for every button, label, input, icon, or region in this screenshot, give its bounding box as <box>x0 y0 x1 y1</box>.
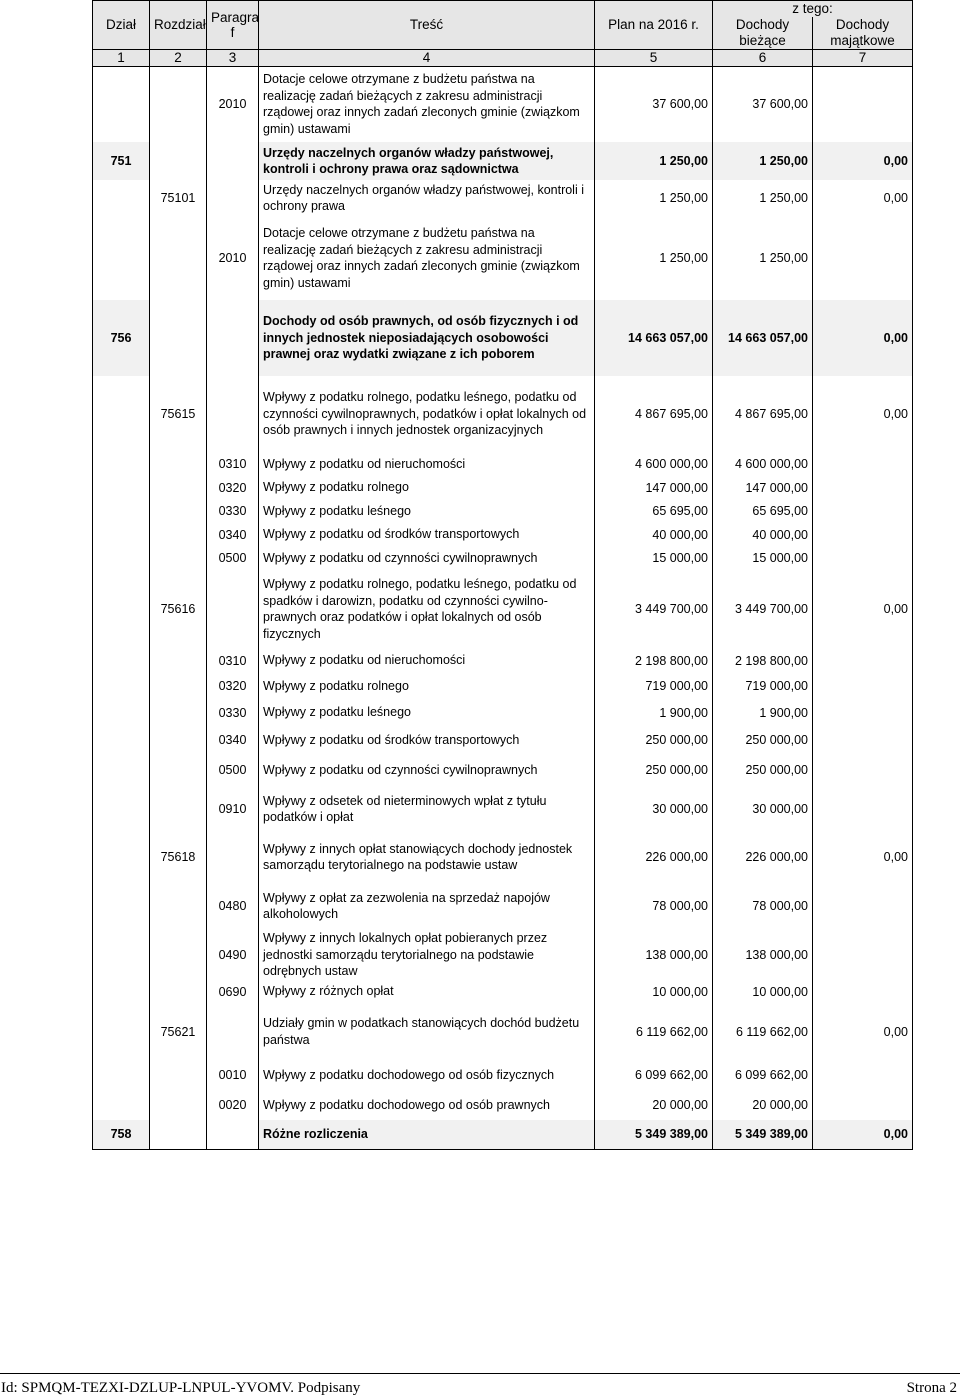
plan-value: 719 000,00 <box>595 673 713 699</box>
plan-value: 20 000,00 <box>595 1091 713 1120</box>
dzial-code: 758 <box>93 1120 150 1150</box>
plan-value: 40 000,00 <box>595 523 713 546</box>
majatkowe-value <box>813 452 913 476</box>
paragraf-code <box>207 300 259 376</box>
row-description: Wpływy z różnych opłat <box>259 980 595 1004</box>
paragraf-row <box>93 882 913 930</box>
rozdzial-code <box>150 754 207 786</box>
dzial-code <box>93 648 150 673</box>
rozdzial-code <box>150 523 207 546</box>
majatkowe-value <box>813 980 913 1004</box>
paragraf-row <box>93 673 913 699</box>
biezace-value: 40 000,00 <box>713 523 813 546</box>
biezace-value: 37 600,00 <box>713 66 813 142</box>
col-rozdzial: Rozdział <box>150 1 207 50</box>
row-description: Wpływy z innych lokalnych opłat pobieranych przez jednostki samorządu terytorialnego na podstawie odrębnych ustaw <box>259 930 595 980</box>
biezace-value: 250 000,00 <box>713 754 813 786</box>
rozdzial-code <box>150 499 207 523</box>
col-z-tego: z tego: <box>713 1 913 17</box>
page-number: Strona 2 <box>906 1380 957 1396</box>
plan-value: 1 900,00 <box>595 699 713 726</box>
paragraf-code <box>207 142 259 180</box>
dzial-code <box>93 499 150 523</box>
col-number: 4 <box>259 49 595 66</box>
majatkowe-value <box>813 930 913 980</box>
dzial-row <box>93 300 913 376</box>
col-biezace: Dochody bieżące <box>713 17 813 50</box>
plan-value: 1 250,00 <box>595 180 713 216</box>
plan-value: 15 000,00 <box>595 546 713 570</box>
dzial-code <box>93 673 150 699</box>
majatkowe-value <box>813 499 913 523</box>
paragraf-code: 0910 <box>207 786 259 832</box>
rozdzial-code: 75616 <box>150 570 207 648</box>
rozdzial-code: 75615 <box>150 376 207 452</box>
biezace-value: 30 000,00 <box>713 786 813 832</box>
row-description: Urzędy naczelnych organów władzy państwowej, kontroli i ochrony prawa oraz sądownictwa <box>259 142 595 180</box>
rozdzial-code <box>150 699 207 726</box>
row-description: Wpływy z innych opłat stanowiących dochody jednostek samorządu terytorialnego na podstawie ustaw <box>259 832 595 882</box>
rozdzial-code <box>150 673 207 699</box>
plan-value: 4 600 000,00 <box>595 452 713 476</box>
dzial-code <box>93 699 150 726</box>
dzial-code <box>93 786 150 832</box>
plan-value: 226 000,00 <box>595 832 713 882</box>
row-description: Wpływy z podatku od środków transportowych <box>259 726 595 754</box>
row-description: Wpływy z podatku dochodowego od osób fizycznych <box>259 1060 595 1091</box>
biezace-value: 1 250,00 <box>713 142 813 180</box>
biezace-value: 1 250,00 <box>713 216 813 300</box>
col-number: 6 <box>713 49 813 66</box>
biezace-value: 6 119 662,00 <box>713 1004 813 1060</box>
paragraf-code: 2010 <box>207 216 259 300</box>
plan-value: 250 000,00 <box>595 754 713 786</box>
rozdzial-row <box>93 1004 913 1060</box>
majatkowe-value: 0,00 <box>813 376 913 452</box>
row-description: Wpływy z podatku leśnego <box>259 499 595 523</box>
rozdzial-code <box>150 476 207 499</box>
col-number: 3 <box>207 49 259 66</box>
rozdzial-code <box>150 1060 207 1091</box>
paragraf-row <box>93 499 913 523</box>
dzial-code <box>93 546 150 570</box>
row-description: Dotacje celowe otrzymane z budżetu państwa na realizację zadań bieżących z zakresu administracji rządowej oraz innych zadań zleconych gminie (związkom gmin) ustawami <box>259 66 595 142</box>
dzial-code <box>93 980 150 1004</box>
budget-table <box>92 0 913 1150</box>
majatkowe-value <box>813 546 913 570</box>
row-description: Wpływy z podatku od środków transportowych <box>259 523 595 546</box>
majatkowe-value <box>813 699 913 726</box>
paragraf-code: 0500 <box>207 546 259 570</box>
majatkowe-value <box>813 882 913 930</box>
col-plan: Plan na 2016 r. <box>595 1 713 50</box>
row-description: Wpływy z podatku leśnego <box>259 699 595 726</box>
majatkowe-value: 0,00 <box>813 1004 913 1060</box>
majatkowe-value <box>813 66 913 142</box>
row-description: Wpływy z podatku od nieruchomości <box>259 648 595 673</box>
row-description: Wpływy z podatku dochodowego od osób prawnych <box>259 1091 595 1120</box>
plan-value: 4 867 695,00 <box>595 376 713 452</box>
biezace-value: 250 000,00 <box>713 726 813 754</box>
rozdzial-row <box>93 832 913 882</box>
biezace-value: 3 449 700,00 <box>713 570 813 648</box>
paragraf-code: 0330 <box>207 499 259 523</box>
plan-value: 2 198 800,00 <box>595 648 713 673</box>
dzial-code <box>93 523 150 546</box>
biezace-value: 6 099 662,00 <box>713 1060 813 1091</box>
biezace-value: 5 349 389,00 <box>713 1120 813 1150</box>
paragraf-code: 0310 <box>207 648 259 673</box>
plan-value: 3 449 700,00 <box>595 570 713 648</box>
row-description: Dotacje celowe otrzymane z budżetu państwa na realizację zadań bieżących z zakresu administracji rządowej oraz innych zadań zleconych gminie (związkom gmin) ustawami <box>259 216 595 300</box>
dzial-code <box>93 930 150 980</box>
dzial-code <box>93 570 150 648</box>
paragraf-code <box>207 1120 259 1150</box>
rozdzial-code <box>150 980 207 1004</box>
majatkowe-value <box>813 216 913 300</box>
row-description: Wpływy z podatku rolnego, podatku leśnego, podatku od czynności cywilnoprawnych, podatków i opłat lokalnych od osób prawnych i innych jednostek organizacyjnych <box>259 376 595 452</box>
paragraf-row <box>93 1060 913 1091</box>
col-number: 7 <box>813 49 913 66</box>
biezace-value: 1 250,00 <box>713 180 813 216</box>
dzial-code: 756 <box>93 300 150 376</box>
biezace-value: 65 695,00 <box>713 499 813 523</box>
majatkowe-value <box>813 476 913 499</box>
biezace-value: 2 198 800,00 <box>713 648 813 673</box>
majatkowe-value <box>813 673 913 699</box>
row-description: Wpływy z podatku rolnego <box>259 476 595 499</box>
majatkowe-value <box>813 1091 913 1120</box>
budget-page <box>92 0 912 1150</box>
biezace-value: 4 867 695,00 <box>713 376 813 452</box>
paragraf-code: 0020 <box>207 1091 259 1120</box>
paragraf-code: 0480 <box>207 882 259 930</box>
majatkowe-value: 0,00 <box>813 180 913 216</box>
plan-value: 5 349 389,00 <box>595 1120 713 1150</box>
biezace-value: 4 600 000,00 <box>713 452 813 476</box>
majatkowe-value: 0,00 <box>813 300 913 376</box>
paragraf-code: 0690 <box>207 980 259 1004</box>
plan-value: 147 000,00 <box>595 476 713 499</box>
biezace-value: 78 000,00 <box>713 882 813 930</box>
dzial-code <box>93 726 150 754</box>
biezace-value: 719 000,00 <box>713 673 813 699</box>
plan-value: 37 600,00 <box>595 66 713 142</box>
biezace-value: 226 000,00 <box>713 832 813 882</box>
paragraf-row <box>93 699 913 726</box>
majatkowe-value <box>813 648 913 673</box>
dzial-code <box>93 476 150 499</box>
majatkowe-value: 0,00 <box>813 570 913 648</box>
dzial-code <box>93 180 150 216</box>
dzial-code <box>93 216 150 300</box>
dzial-code <box>93 832 150 882</box>
rozdzial-code <box>150 882 207 930</box>
col-number: 1 <box>93 49 150 66</box>
plan-value: 6 119 662,00 <box>595 1004 713 1060</box>
plan-value: 10 000,00 <box>595 980 713 1004</box>
rozdzial-row <box>93 570 913 648</box>
rozdzial-code <box>150 216 207 300</box>
dzial-row <box>93 1120 913 1150</box>
majatkowe-value <box>813 523 913 546</box>
paragraf-row <box>93 648 913 673</box>
rozdzial-row <box>93 376 913 452</box>
paragraf-row <box>93 930 913 980</box>
col-paragraf: Paragra f <box>207 1 259 50</box>
majatkowe-value <box>813 786 913 832</box>
dzial-row <box>93 142 913 180</box>
paragraf-code <box>207 832 259 882</box>
plan-value: 138 000,00 <box>595 930 713 980</box>
plan-value: 6 099 662,00 <box>595 1060 713 1091</box>
plan-value: 14 663 057,00 <box>595 300 713 376</box>
plan-value: 65 695,00 <box>595 499 713 523</box>
dzial-code <box>93 452 150 476</box>
paragraf-code: 0320 <box>207 476 259 499</box>
page-footer <box>0 1373 960 1396</box>
paragraf-row <box>93 1091 913 1120</box>
paragraf-row <box>93 546 913 570</box>
paragraf-row <box>93 523 913 546</box>
paragraf-code: 0330 <box>207 699 259 726</box>
biezace-value: 138 000,00 <box>713 930 813 980</box>
rozdzial-code <box>150 786 207 832</box>
paragraf-row <box>93 754 913 786</box>
paragraf-row <box>93 726 913 754</box>
rozdzial-code <box>150 300 207 376</box>
plan-value: 1 250,00 <box>595 216 713 300</box>
rozdzial-code <box>150 930 207 980</box>
paragraf-row <box>93 452 913 476</box>
plan-value: 78 000,00 <box>595 882 713 930</box>
majatkowe-value: 0,00 <box>813 832 913 882</box>
paragraf-row <box>93 476 913 499</box>
row-description: Dochody od osób prawnych, od osób fizycznych i od innych jednostek nieposiadających osobowości prawnej oraz wydatki związane z ich poborem <box>259 300 595 376</box>
paragraf-code: 2010 <box>207 66 259 142</box>
row-description: Wpływy z opłat za zezwolenia na sprzedaż napojów alkoholowych <box>259 882 595 930</box>
rozdzial-code <box>150 66 207 142</box>
paragraf-code <box>207 570 259 648</box>
col-tresc: Treść <box>259 1 595 50</box>
paragraf-code <box>207 1004 259 1060</box>
dzial-code <box>93 882 150 930</box>
paragraf-code: 0340 <box>207 523 259 546</box>
col-number: 2 <box>150 49 207 66</box>
plan-value: 30 000,00 <box>595 786 713 832</box>
col-majatkowe: Dochody majątkowe <box>813 17 913 50</box>
rozdzial-code: 75101 <box>150 180 207 216</box>
paragraf-code: 0310 <box>207 452 259 476</box>
plan-value: 1 250,00 <box>595 142 713 180</box>
rozdzial-code <box>150 648 207 673</box>
row-description: Wpływy z podatku rolnego <box>259 673 595 699</box>
biezace-value: 10 000,00 <box>713 980 813 1004</box>
rozdzial-code: 75618 <box>150 832 207 882</box>
column-numbers <box>93 49 913 66</box>
rozdzial-code <box>150 142 207 180</box>
dzial-code <box>93 1004 150 1060</box>
paragraf-row <box>93 216 913 300</box>
paragraf-row <box>93 980 913 1004</box>
dzial-code <box>93 754 150 786</box>
paragraf-code: 0490 <box>207 930 259 980</box>
paragraf-code: 0010 <box>207 1060 259 1091</box>
row-description: Urzędy naczelnych organów władzy państwowej, kontroli i ochrony prawa <box>259 180 595 216</box>
document-id: Id: SPMQM-TEZXI-DZLUP-LNPUL-YVOMV. Podpisany <box>1 1380 361 1396</box>
majatkowe-value: 0,00 <box>813 142 913 180</box>
biezace-value: 147 000,00 <box>713 476 813 499</box>
paragraf-row <box>93 786 913 832</box>
dzial-code <box>93 376 150 452</box>
majatkowe-value <box>813 726 913 754</box>
biezace-value: 15 000,00 <box>713 546 813 570</box>
rozdzial-code: 75621 <box>150 1004 207 1060</box>
majatkowe-value <box>813 1060 913 1091</box>
rozdzial-code <box>150 452 207 476</box>
rozdzial-code <box>150 1091 207 1120</box>
majatkowe-value: 0,00 <box>813 1120 913 1150</box>
rozdzial-code <box>150 546 207 570</box>
dzial-code <box>93 66 150 142</box>
rozdzial-code <box>150 726 207 754</box>
row-description: Wpływy z podatku rolnego, podatku leśnego, podatku od spadków i darowizn, podatku od czynności cywilno-prawnych oraz podatków i opłat lokalnych od osób fizycznych <box>259 570 595 648</box>
biezace-value: 20 000,00 <box>713 1091 813 1120</box>
row-description: Wpływy z odsetek od nieterminowych wpłat z tytułu podatków i opłat <box>259 786 595 832</box>
rozdzial-code <box>150 1120 207 1150</box>
rozdzial-row <box>93 180 913 216</box>
dzial-code <box>93 1091 150 1120</box>
row-description: Wpływy z podatku od czynności cywilnoprawnych <box>259 546 595 570</box>
paragraf-code: 0500 <box>207 754 259 786</box>
row-description: Udziały gmin w podatkach stanowiących dochód budżetu państwa <box>259 1004 595 1060</box>
paragraf-row <box>93 66 913 142</box>
row-description: Wpływy z podatku od nieruchomości <box>259 452 595 476</box>
paragraf-code: 0320 <box>207 673 259 699</box>
majatkowe-value <box>813 754 913 786</box>
row-description: Różne rozliczenia <box>259 1120 595 1150</box>
col-dzial: Dział <box>93 1 150 50</box>
paragraf-code: 0340 <box>207 726 259 754</box>
plan-value: 250 000,00 <box>595 726 713 754</box>
biezace-value: 14 663 057,00 <box>713 300 813 376</box>
dzial-code: 751 <box>93 142 150 180</box>
col-number: 5 <box>595 49 713 66</box>
biezace-value: 1 900,00 <box>713 699 813 726</box>
paragraf-code <box>207 180 259 216</box>
dzial-code <box>93 1060 150 1091</box>
paragraf-code <box>207 376 259 452</box>
row-description: Wpływy z podatku od czynności cywilnoprawnych <box>259 754 595 786</box>
